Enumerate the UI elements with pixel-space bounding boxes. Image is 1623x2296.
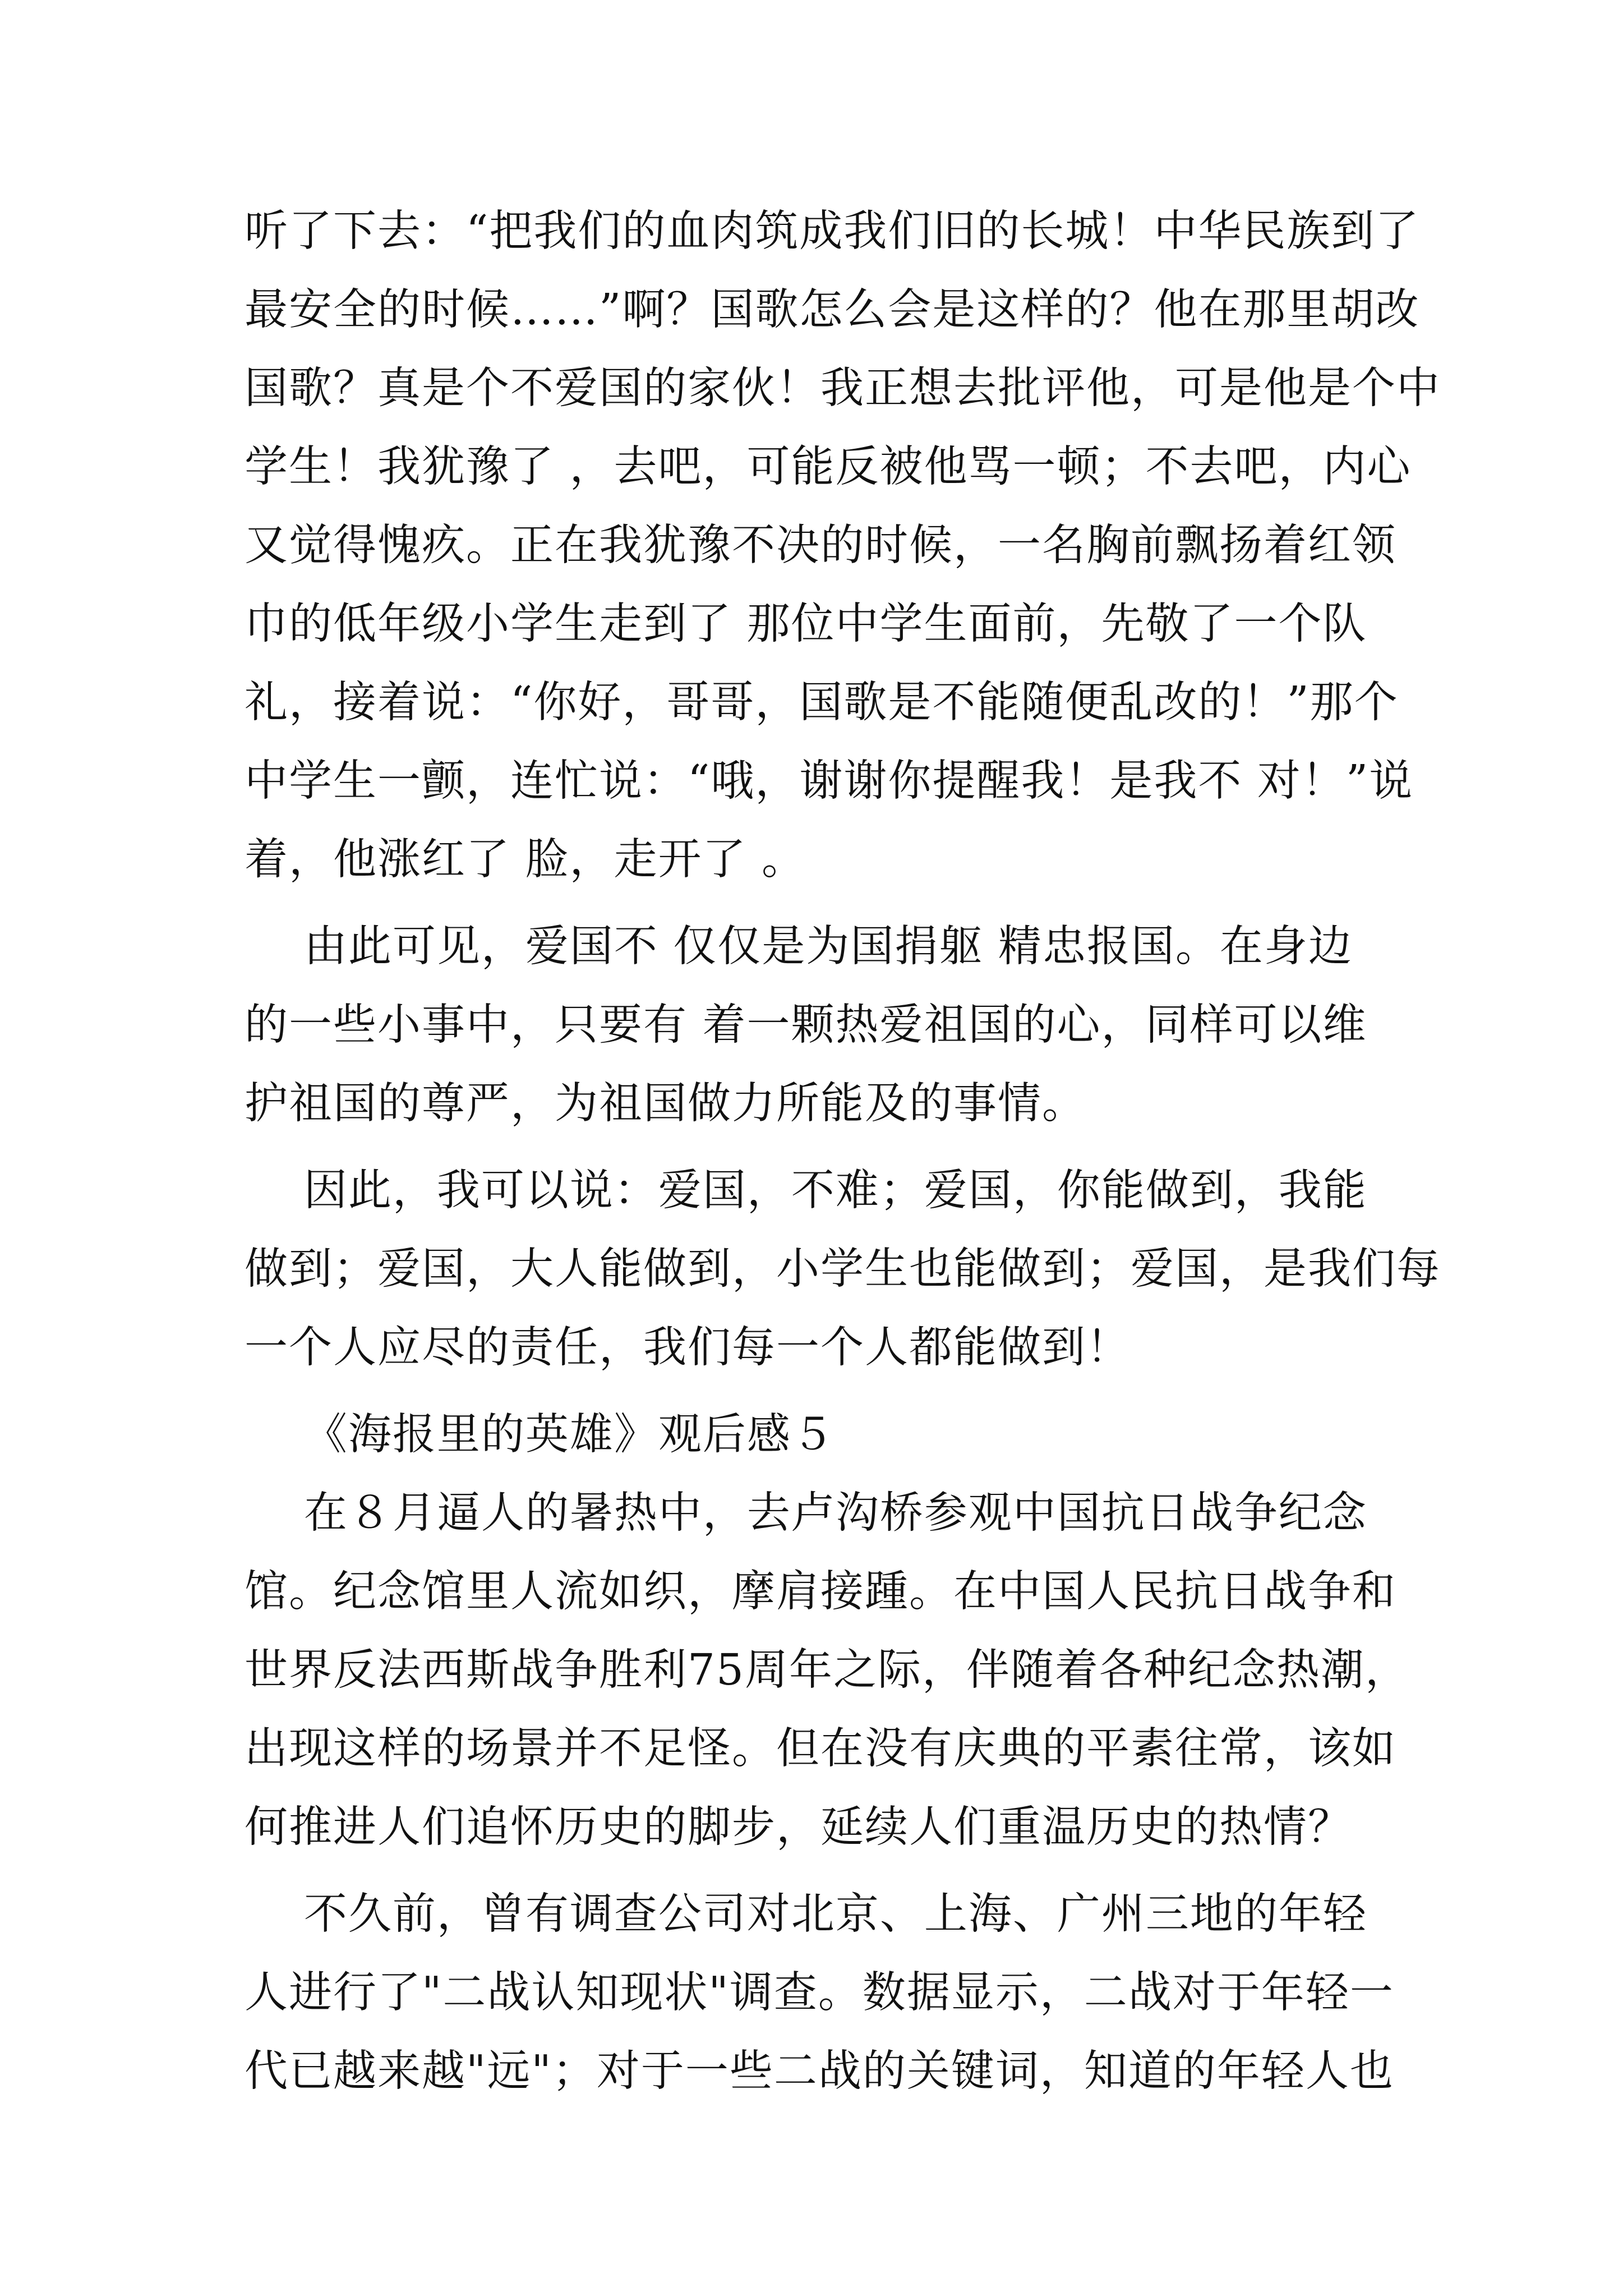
text-line: 在８月逼人的暑热中，去卢沟桥参观中国抗日战争纪念 <box>245 1488 1367 1538</box>
text-line: 出现这样的场景并不足怪。但在没有庆典的平素往常，该如 <box>245 1724 1396 1774</box>
text-line: 人进行了"二战认知现状"调查。数据显示，二战对于年轻一 <box>245 1968 1394 2018</box>
text-line: 又觉得愧疚。正在我犹豫不决的时候，一名胸前飘扬着红领 <box>245 521 1396 570</box>
section-title: 《海报里的英雄》观后感５ <box>245 1410 836 1460</box>
text-line: 代已越来越"远"；对于一些二战的关键词，知道的年轻人也 <box>245 2046 1394 2096</box>
text-line: 的一些小事中，只要有 着一颗热爱祖国的心，同样可以维 <box>245 1000 1367 1050</box>
text-line: 礼，接着说：“你好，哥哥，国歌是不能随便乱改的！”那个 <box>245 678 1399 728</box>
text-line: 巾的低年级小学生走到了 那位中学生面前，先敬了一个队 <box>245 599 1367 649</box>
text-line: 做到；爱国，大人能做到，小学生也能做到；爱国，是我们每 <box>245 1244 1441 1294</box>
text-line: 中学生一颤，连忙说：“哦，谢谢你提醒我！是我不 对！”说 <box>245 756 1414 806</box>
text-line: 国歌？真是个不爱国的家伙！我正想去批评他，可是他是个中 <box>245 364 1441 413</box>
text-line: 听了下去：“把我们的血肉筑成我们旧的长城！中华民族到了 <box>245 206 1420 256</box>
text-line: 不久前，曾有调查公司对北京、上海、广州三地的年轻 <box>245 1889 1367 1939</box>
text-line: 因此，我可以说：爱国，不难；爱国，你能做到，我能 <box>245 1166 1367 1216</box>
text-line: 一个人应尽的责任，我们每一个人都能做到！ <box>245 1323 1131 1373</box>
text-line: 世界反法西斯战争胜利75周年之际，伴随着各种纪念热潮， <box>245 1645 1409 1695</box>
text-line: 学生！我犹豫了 ，去吧，可能反被他骂一顿；不去吧，内心 <box>245 442 1412 492</box>
text-line: 着，他涨红了 脸，走开了 。 <box>245 835 806 885</box>
text-line: 馆。纪念馆里人流如织，摩肩接踵。在中国人民抗日战争和 <box>245 1567 1396 1617</box>
text-line: 何推进人们追怀历史的脚步，延续人们重温历史的热情？ <box>245 1802 1352 1852</box>
text-line: 由此可见，爱国不 仅仅是为国捐躯 精忠报国。在身边 <box>245 922 1353 972</box>
text-line: 最安全的时候……”啊？国歌怎么会是这样的？他在那里胡改 <box>245 285 1420 335</box>
text-line: 护祖国的尊严，为祖国做力所能及的事情。 <box>245 1079 1086 1129</box>
